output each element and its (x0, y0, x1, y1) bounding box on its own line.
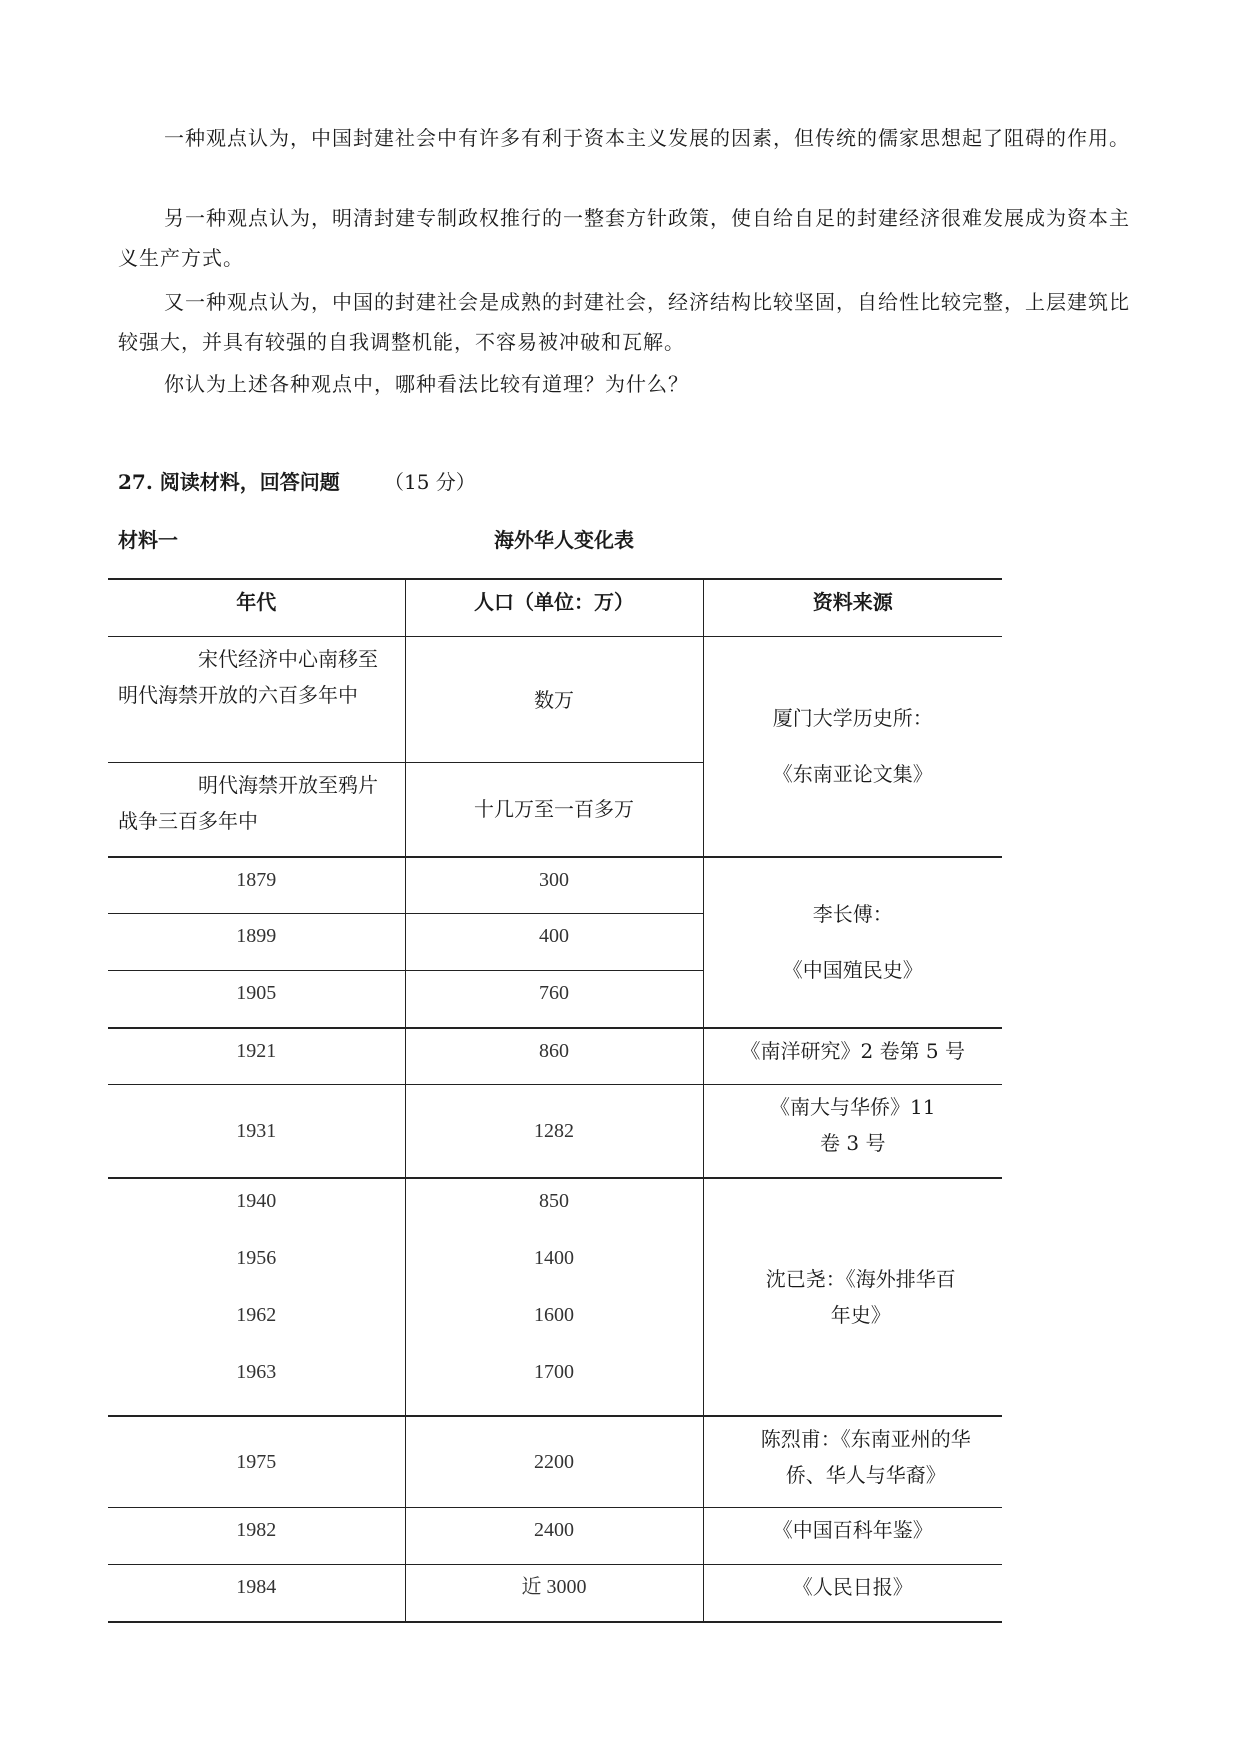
population-cell: 1282 (405, 1085, 703, 1178)
year-cell: 1975 (108, 1416, 405, 1508)
year-cell: 1982 (108, 1508, 405, 1565)
year-cell: 1962 (236, 1303, 277, 1326)
viewpoint-1: 一种观点认为，中国封建社会中有许多有利于资本主义发展的因素，但传统的儒家思想起了阻碍的作用。 (164, 126, 1130, 150)
table-row (108, 1508, 1002, 1565)
population-cell: 1700 (534, 1360, 574, 1383)
year-cell: 1940 (236, 1189, 277, 1212)
source-line: 《中国殖民史》 (782, 958, 923, 982)
period-cell: 明代海禁开放至鸦片战争三百多年中 (108, 763, 405, 857)
year-cell: 1921 (108, 1028, 405, 1085)
table-row (108, 1565, 1002, 1622)
question-score: （15 分） (384, 470, 476, 494)
viewpoint-2: 另一种观点认为，明清封建专制政权推行的一整套方针政策，使自给自足的封建经济很难发展成为资本主义生产方式。 (118, 206, 1130, 270)
population-cell: 1400 (534, 1246, 574, 1269)
year-list (108, 1178, 405, 1416)
source-line: 李长傅： (812, 902, 893, 926)
population-cell: 2400 (405, 1508, 703, 1565)
period-cell: 宋代经济中心南移至明代海禁开放的六百多年中 (108, 637, 405, 763)
overseas-chinese-table (108, 578, 1002, 1623)
table-row (108, 1085, 1002, 1178)
table-row (108, 1028, 1002, 1085)
year-cell: 1963 (236, 1360, 277, 1383)
source-cell: 陈烈甫：《东南亚州的华侨、华人与华裔》 (703, 1416, 1002, 1508)
table-row (108, 857, 1002, 914)
table-row (108, 1416, 1002, 1508)
year-cell: 1899 (108, 914, 405, 971)
source-cell: 《南大与华侨》11 卷 3 号 (703, 1085, 1002, 1178)
population-cell: 760 (405, 971, 703, 1028)
table-header-row (108, 579, 1002, 637)
source-cell (703, 857, 1002, 1028)
population-cell: 数万 (405, 637, 703, 763)
population-cell: 400 (405, 914, 703, 971)
year-cell: 1905 (108, 971, 405, 1028)
population-cell: 860 (405, 1028, 703, 1085)
header-population: 人口（单位：万） (405, 579, 703, 637)
source-cell: 《南洋研究》2 卷第 5 号 (703, 1028, 1002, 1085)
source-line: 厦门大学历史所： (772, 706, 933, 731)
year-cell: 1984 (108, 1565, 405, 1622)
table-row-group (108, 1178, 1002, 1416)
population-cell: 近 3000 (405, 1565, 703, 1622)
material-label: 材料一 (118, 528, 178, 552)
viewpoint-3: 又一种观点认为，中国的封建社会是成熟的封建社会，经济结构比较坚固，自给性比较完整，上层建筑比较强大，并具有较强的自我调整机能，不容易被冲破和瓦解。 (118, 290, 1130, 354)
question-prompt: 你认为上述各种观点中，哪种看法比较有道理？为什么？ (164, 372, 689, 396)
source-cell: 《中国百科年鉴》 (703, 1508, 1002, 1565)
population-cell: 十几万至一百多万 (405, 763, 703, 857)
header-period: 年代 (108, 579, 405, 637)
table-title: 海外华人变化表 (494, 528, 634, 552)
population-cell: 1600 (534, 1303, 574, 1326)
year-cell: 1956 (236, 1246, 277, 1269)
question-title: 27. 阅读材料，回答问题 (118, 470, 340, 494)
source-line: 《东南亚论文集》 (772, 762, 933, 787)
source-cell (703, 637, 1002, 857)
year-cell: 1931 (108, 1085, 405, 1178)
table-row (108, 637, 1002, 763)
year-cell: 1879 (108, 857, 405, 914)
population-cell: 850 (539, 1189, 569, 1212)
source-cell: 沈已尧：《海外排华百年史》 (703, 1178, 1002, 1416)
header-source: 资料来源 (703, 579, 1002, 637)
population-cell: 2200 (405, 1416, 703, 1508)
population-list (405, 1178, 703, 1416)
population-cell: 300 (405, 857, 703, 914)
source-cell: 《人民日报》 (703, 1565, 1002, 1622)
